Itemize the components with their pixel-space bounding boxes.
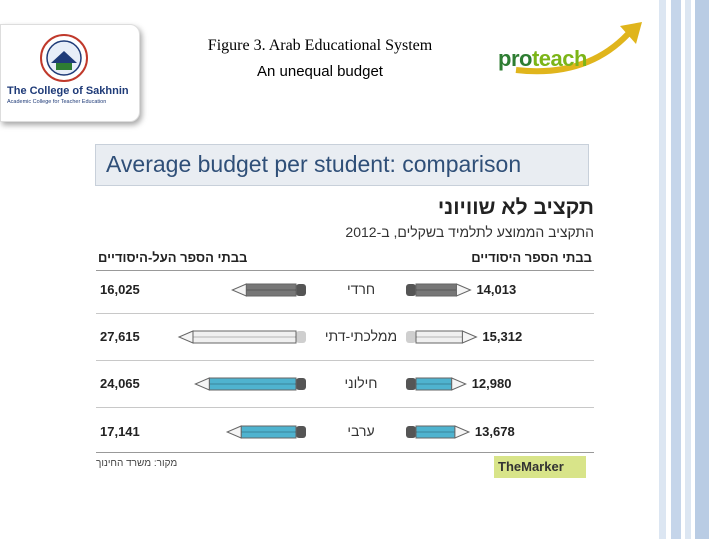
pencil-bar-secondary-2 — [195, 378, 306, 390]
credit-text: TheMarker — [498, 459, 564, 474]
pencil-bar-secondary-1 — [179, 331, 306, 343]
college-subtitle: Academic College for Teacher Education — [7, 99, 107, 105]
comparison-banner — [95, 144, 589, 186]
value-label-secondary: 16,025 — [100, 282, 140, 297]
chart-subtitle: התקציב הממוצע לתלמיד בשקלים, ב-2012 — [345, 224, 594, 240]
source-note: מקור: משרד החינוך — [96, 458, 178, 469]
value-label-primary: 12,980 — [471, 376, 512, 391]
value-label-primary: 15,312 — [482, 329, 523, 344]
banner-text: Average budget per student: comparison — [106, 151, 522, 177]
series-header-secondary: בבתי הספר העל-היסודיים — [98, 250, 248, 265]
pencil-bar-secondary-0 — [232, 284, 306, 296]
pencil-bar-primary-1 — [406, 331, 476, 343]
category-label: חרדי — [346, 281, 376, 297]
figure-subtitle: An unequal budget — [257, 63, 383, 80]
chart-title: תקציב לא שוויוני — [437, 196, 594, 219]
value-label-secondary: 24,065 — [100, 376, 140, 391]
proteach-wordmark — [498, 46, 587, 72]
row-divider — [96, 313, 594, 314]
college-emblem-icon — [39, 33, 89, 83]
value-label-secondary: 27,615 — [100, 329, 140, 344]
series-header-primary: בבתי הספר היסודיים — [471, 250, 592, 265]
themarker-credit — [494, 456, 586, 478]
pencil-bar-secondary-3 — [227, 426, 306, 438]
college-name: The College of Sakhnin — [7, 85, 129, 97]
category-label: ממלכתי-דתי — [324, 328, 398, 344]
budget-chart — [88, 190, 598, 490]
logo-teach: teach — [531, 46, 587, 71]
college-logo — [0, 24, 140, 122]
proteach-logo — [496, 20, 646, 80]
bottom-divider — [96, 452, 594, 453]
row-divider — [96, 360, 594, 361]
category-label: חילוני — [344, 375, 378, 391]
value-label-primary: 14,013 — [476, 282, 517, 297]
logo-pro: pro — [498, 46, 532, 71]
figure-title: Figure 3. Arab Educational System — [207, 37, 433, 54]
row-divider — [96, 407, 594, 408]
category-label: ערבי — [347, 423, 375, 439]
blue-stripes-decoration — [649, 0, 709, 539]
value-label-secondary: 17,141 — [100, 424, 140, 439]
value-label-primary: 13,678 — [474, 424, 515, 439]
